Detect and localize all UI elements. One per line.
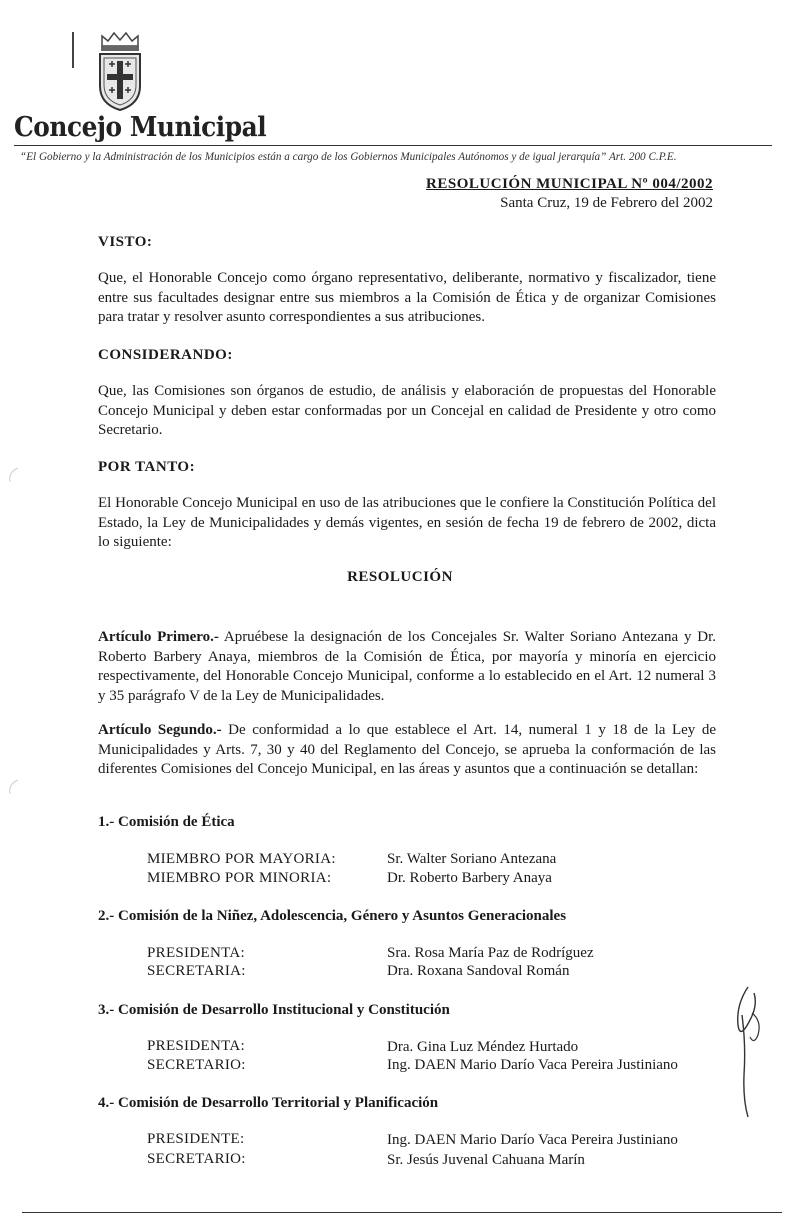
visto-text: Que, el Honorable Concejo como órgano representativo, deliberante, normativo y fiscalizador, tiene entre sus facultades designar entre sus miembros a la Comisión de Ética y de organizar Comisiones para tratar y resolver asunto correspondientes a sus atribuciones.	[98, 270, 716, 325]
header-rule	[14, 145, 772, 146]
por-tanto-text: El Honorable Concejo Municipal en uso de las atribuciones que le confiere la Constitución Política del Estado, la Ley de Municipalidades y demás vigentes, en sesión de fecha 19 de febrero de 2002, dicta lo siguiente:	[98, 495, 716, 550]
commission-title: 4.- Comisión de Desarrollo Territorial y Planificación	[98, 1095, 439, 1111]
member-role: PRESIDENTE:	[147, 1131, 245, 1147]
punch-hole-mark	[4, 778, 22, 796]
member-name: Dra. Gina Luz Méndez Hurtado	[387, 1039, 579, 1055]
member-role: SECRETARIO:	[147, 1151, 246, 1167]
article-first	[98, 628, 716, 706]
por-tanto-heading: POR TANTO:	[98, 459, 196, 475]
member-role: PRESIDENTA:	[147, 945, 245, 961]
resolution-number: RESOLUCIÓN MUNICIPAL Nº 004/2002	[426, 176, 713, 192]
institution-name: Concejo Municipal	[14, 112, 267, 143]
member-role: MIEMBRO POR MINORIA:	[147, 870, 332, 886]
member-role: PRESIDENTA:	[147, 1038, 245, 1054]
article-second	[98, 721, 716, 780]
member-name: Sra. Rosa María Paz de Rodríguez	[387, 945, 594, 961]
considerando-text: Que, las Comisiones son órganos de estudio, de análisis y elaboración de propuestas del Honorable Concejo Municipal y deben estar conformadas por un Concejal en calidad de Presidente y otro como Secretario.	[98, 383, 716, 438]
member-name: Dra. Roxana Sandoval Román	[387, 963, 570, 979]
member-name: Ing. DAEN Mario Darío Vaca Pereira Justiniano	[387, 1057, 678, 1073]
member-name: Ing. DAEN Mario Darío Vaca Pereira Justiniano	[387, 1132, 678, 1148]
article-first-label: Artículo Primero.-	[98, 629, 219, 645]
considerando-heading: CONSIDERANDO:	[98, 347, 233, 363]
institution-motto: “El Gobierno y la Administración de los Municipios están a cargo de los Gobiernos Municipales Autónomos y de igual jerarquía” Art. 200 C.P.E.	[20, 151, 677, 163]
footer-rule	[22, 1212, 782, 1213]
article-second-label: Artículo Segundo.-	[98, 722, 222, 738]
commission-title: 3.- Comisión de Desarrollo Institucional y Constitución	[98, 1002, 450, 1018]
article-first-text: Apruébese la designación de los Concejales Sr. Walter Soriano Antezana y Dr. Roberto Barbery Anaya, miembros de la Comisión de Ética, por mayoría y minoría en ejercicio respectivamente, del Honorable Concejo Municipal, conforme a lo establecido en el Art. 12 numeral 3 y 35 parágrafo V de la Ley de Municipalidades.	[98, 629, 716, 704]
visto-heading: VISTO:	[98, 234, 153, 250]
member-name: Dr. Roberto Barbery Anaya	[387, 870, 552, 886]
article-second-text: De conformidad a lo que establece el Art. 14, numeral 1 y 18 de la Ley de Municipalidades y Arts. 7, 30 y 40 del Reglamento del Concejo, se aprueba la conformación de las diferentes Comisiones del Concejo Municipal, en las áreas y asuntos que a continuación se detallan:	[98, 722, 716, 777]
member-role: MIEMBRO POR MAYORIA:	[147, 851, 336, 867]
ink-mark	[70, 30, 76, 70]
member-role: SECRETARIA:	[147, 963, 246, 979]
handwritten-initials	[728, 985, 768, 1120]
member-name: Sr. Jesús Juvenal Cahuana Marín	[387, 1152, 585, 1168]
punch-hole-mark	[4, 466, 22, 484]
member-name: Sr. Walter Soriano Antezana	[387, 851, 557, 867]
member-role: SECRETARIO:	[147, 1057, 246, 1073]
commission-title: 2.- Comisión de la Niñez, Adolescencia, Género y Asuntos Generacionales	[98, 908, 567, 924]
resolucion-heading: RESOLUCIÓN	[347, 569, 453, 585]
municipal-emblem-icon	[94, 30, 146, 112]
resolution-place-date: Santa Cruz, 19 de Febrero del 2002	[500, 195, 713, 211]
commission-title: 1.- Comisión de Ética	[98, 814, 235, 830]
